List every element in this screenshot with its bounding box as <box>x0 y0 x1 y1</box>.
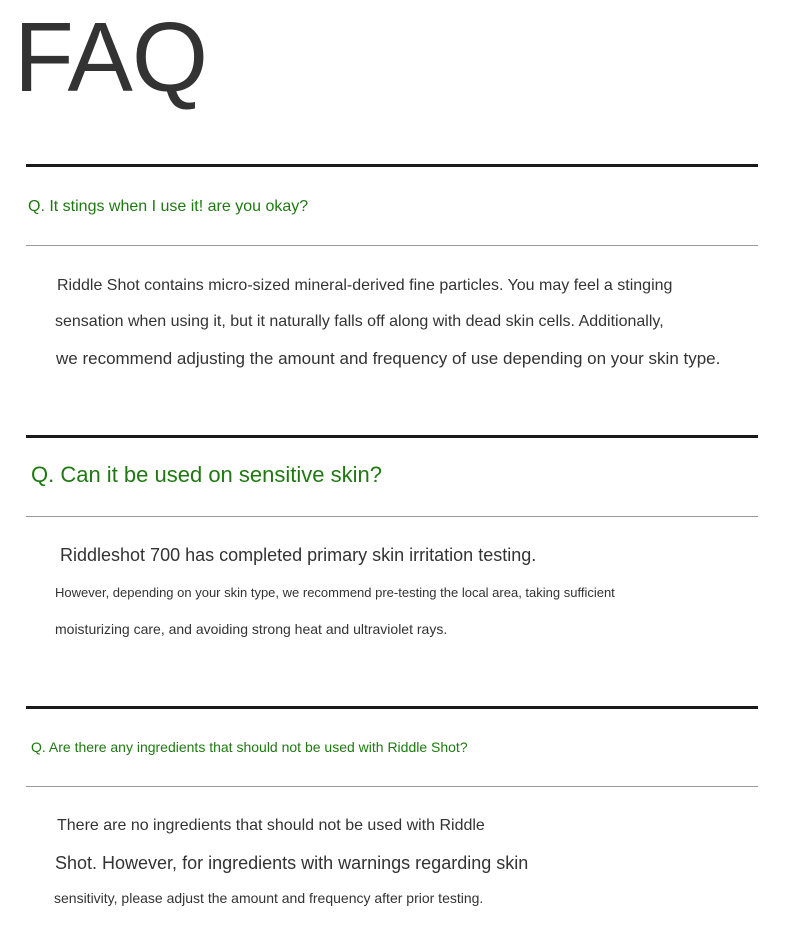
section-divider <box>26 435 758 438</box>
faq-answer-2-line-1: Riddleshot 700 has completed primary skin irritation testing. <box>60 545 537 565</box>
faq-answer-3-line-1: There are no ingredients that should not be used with Riddle <box>57 817 485 834</box>
faq-question-2: Q. Can it be used on sensitive skin? <box>31 462 382 487</box>
faq-answer-1-line-3: we recommend adjusting the amount and frequency of use depending on your skin type. <box>56 349 721 368</box>
faq-answer-2-line-3: moisturizing care, and avoiding strong heat and ultraviolet rays. <box>55 621 448 637</box>
faq-question-1: Q. It stings when I use it! are you okay? <box>28 198 309 215</box>
faq-answer-1-line-2: sensation when using it, but it naturally falls off along with dead skin cells. Additionally, <box>55 313 664 330</box>
page-title: FAQ <box>14 2 208 112</box>
section-divider <box>26 706 758 709</box>
question-divider <box>26 786 758 787</box>
faq-answer-1-line-1: Riddle Shot contains micro-sized mineral-derived fine particles. You may feel a stinging <box>57 277 673 294</box>
section-divider <box>26 164 758 167</box>
question-divider <box>26 516 758 517</box>
faq-answer-3-line-2: Shot. However, for ingredients with warnings regarding skin <box>55 853 529 873</box>
faq-answer-3-line-3: sensitivity, please adjust the amount and frequency after prior testing. <box>54 890 484 906</box>
faq-answer-2-line-2: However, depending on your skin type, we recommend pre-testing the local area, taking sufficient <box>55 585 615 600</box>
question-divider <box>26 245 758 246</box>
faq-question-3: Q. Are there any ingredients that should not be used with Riddle Shot? <box>31 739 468 755</box>
